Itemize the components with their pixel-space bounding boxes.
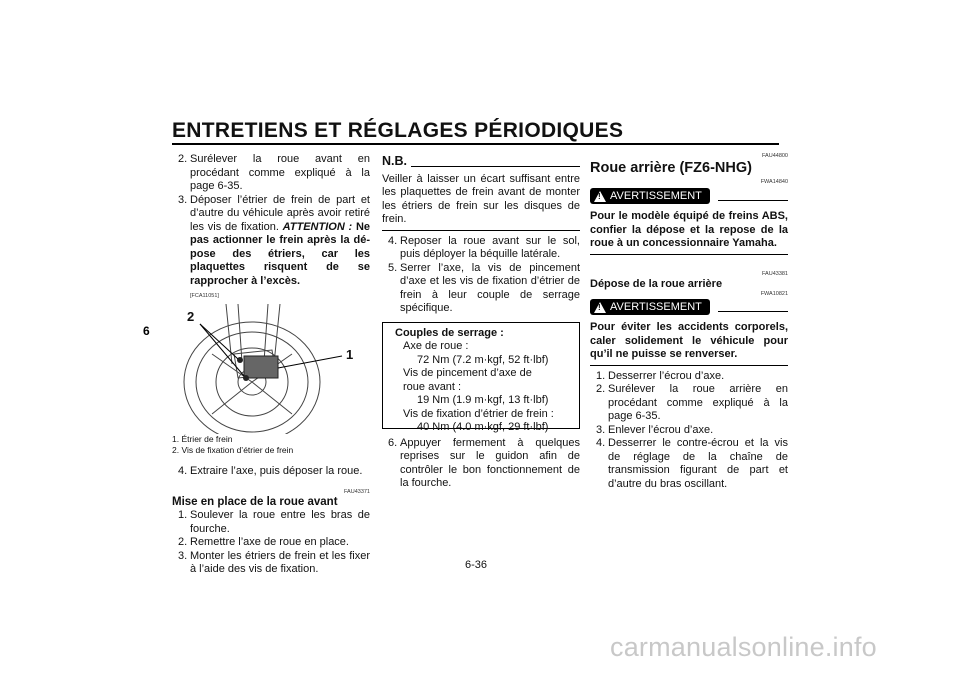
torque-value: 19 Nm (1.9 m·kgf, 13 ft·lbf) [417,394,549,406]
torque-value: 72 Nm (7.2 m·kgf, 52 ft·lbf) [417,353,549,366]
ref-code: FAU43381 [762,270,788,277]
list-item: 4. Extraire l’axe, puis déposer la roue. [178,465,363,477]
page-title: ENTRETIENS ET RÉGLAGES PÉRIODIQUES [172,119,624,142]
column-3 [590,153,788,491]
ref-code: FWA10821 [760,291,788,297]
torque-line: Axe de roue : [403,340,469,352]
callout-2: 2 [187,309,195,324]
column-2 [382,155,580,491]
nb-rule [411,166,580,167]
list-item: 4. Reposer la roue avant sur le sol, puis déployer la béquille latérale. [388,234,580,260]
warning-end-rule [590,254,788,255]
torque-line: Vis de pincement d’axe de roue avant : [403,367,532,393]
section-heading: Roue arrière (FZ6-NHG) [590,160,752,176]
ref-code: FWA14840 [760,179,788,185]
list-item: 1. Soulever la roue entre les bras de fourche. [178,509,370,535]
callout-1: 1 [346,347,354,362]
warning-icon: ! [594,191,606,202]
brake-figure [172,304,370,434]
chapter-number: 6 [143,324,150,338]
nb-text: Veiller à laisser un écart suffisant entre les plaquettes de frein avant de monter les étriers de frein sur les disques de frein. [382,172,580,225]
torque-value: 40 Nm (4.0 m·kgf, 29 ft·lbf) [417,421,549,433]
list-item: 3. Enlever l’écrou d’axe. [596,423,714,436]
torque-specs-box [382,322,580,433]
warning-end-rule [590,365,788,366]
nb-end-rule [382,230,580,231]
ref-code: FAU44800 [762,153,788,159]
page-number: 6-36 [465,559,488,571]
warning-header [590,188,788,204]
warning-icon: ! [594,302,606,313]
warning-rule [718,200,788,201]
list-item: 2. Surélever la roue arrière en procédant comme expliqué à la page 6-35. [596,383,788,422]
list-item: 6. Appuyer fermement à quelques reprises sur le guidon afin de contrôler le bon fonctionnement de la fourche. [388,436,580,489]
warning-text: Pour le modèle équipé de freins ABS, confier la dépose et la repose de la roue à un concessionnaire Yamaha. [590,210,788,249]
torque-line: Vis de fixation d’étrier de frein : [403,407,554,420]
list-item: 5. Serrer l’axe, la vis de pincement d’axe et les vis de fixation d’étrier de frein à leur couple de serrage spécifique. [388,261,580,314]
list-item: 2. Surélever la roue avant en procédant comme expliqué à la page 6-35. [178,153,370,192]
list-item: 4. Desserrer le contre-écrou et la vis de réglage de la chaîne de transmission figurant de part et d’autre du bras oscillant. [596,437,788,490]
list-item: 2. Remettre l’axe de roue en place. [178,536,349,548]
section-heading: Mise en place de la roue avant [172,495,338,508]
figure-caption: 1. Étrier de frein [172,434,233,444]
warning-badge: ! AVERTISSEMENT [590,188,710,204]
title-underline [172,143,779,145]
ref-code: [FCA11051] [190,293,219,299]
list-item: 1. Desserrer l’écrou d’axe. [596,369,725,382]
warning-rule [718,311,788,312]
figure-caption: 2. Vis de fixation d’étrier de frein [172,445,294,455]
warning-badge: ! AVERTISSEMENT [590,299,710,315]
subsection-heading: Dépose de la roue arrière [590,277,723,290]
watermark: carmanualsonline.info [610,632,877,662]
warning-header [590,299,788,315]
front-wheel-illustration [172,304,370,434]
column-1 [172,153,370,577]
ref-code: FAU43371 [344,488,370,495]
nb-label: N.B. [382,154,407,168]
warning-text: Pour éviter les accidents corporels, caler solidement le véhicule pour qu’il ne puisse se renverser. [590,321,788,360]
list-item: 3. Monter les étriers de frein et les fixer à l’aide des vis de fixation. [178,549,370,575]
list-item: 3. Déposer l’étrier de frein de part et d’autre du véhicule après avoir retiré les vis de fixation. ATTENTION : Ne pas actionner le frein après la dépose des étriers, car les plaquettes risquent de se rapprocher à l’excès. [178,193,371,287]
torque-title: Couples de serrage : [395,326,504,339]
